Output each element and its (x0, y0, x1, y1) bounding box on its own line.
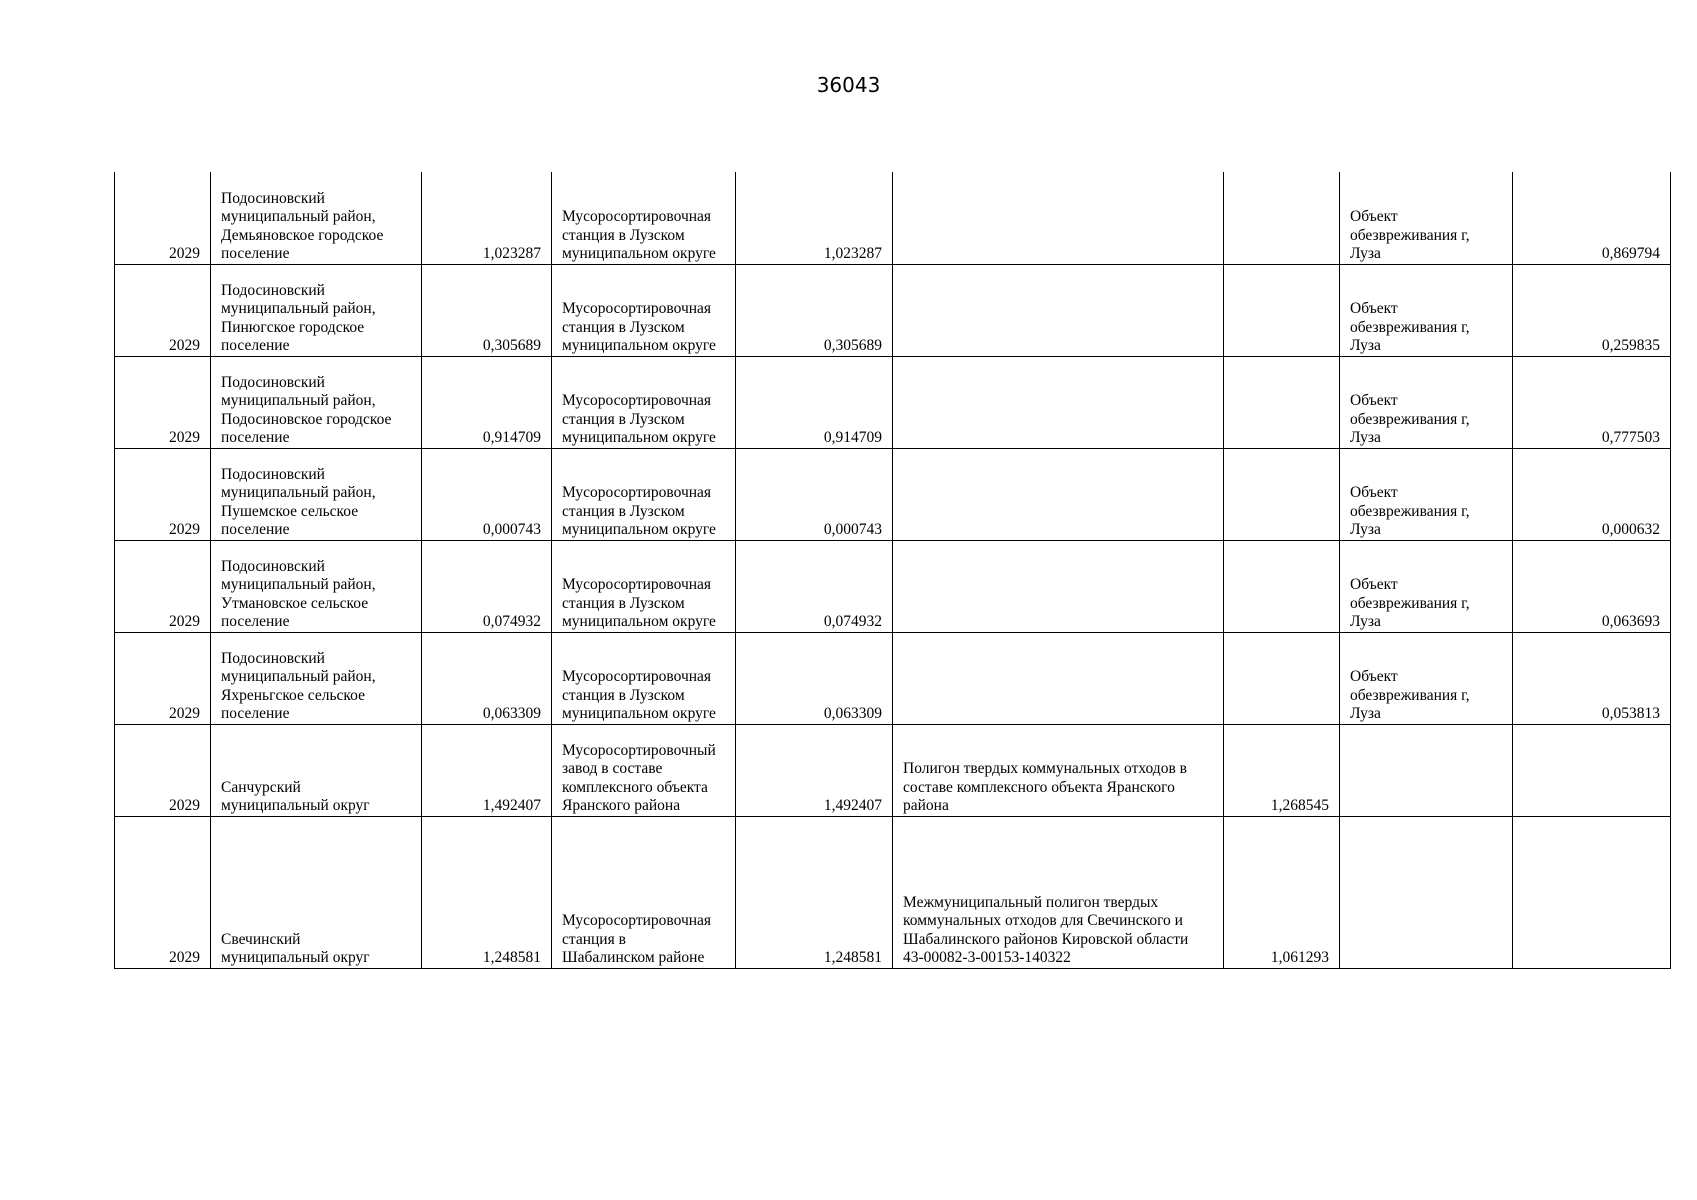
facility-cell: Мусоросортировочная станция в Шабалинском районе (552, 816, 736, 968)
landfill-cell (893, 540, 1224, 632)
volume-cell (1224, 356, 1340, 448)
year-cell: 2029 (115, 816, 211, 968)
table-row (115, 816, 1671, 968)
volume-cell: 0,777503 (1513, 356, 1671, 448)
volume-cell: 1,248581 (736, 816, 893, 968)
neutralization-cell: Объект обезвреживания г, Луза (1340, 632, 1513, 724)
volume-cell (1224, 632, 1340, 724)
volume-cell: 1,023287 (422, 172, 552, 264)
volume-cell: 0,305689 (422, 264, 552, 356)
volume-cell: 1,492407 (422, 724, 552, 816)
volume-cell: 0,305689 (736, 264, 893, 356)
municipality-cell: Свечинский муниципальный округ (211, 816, 422, 968)
table-row (115, 448, 1671, 540)
landfill-cell (893, 264, 1224, 356)
volume-cell: 0,074932 (422, 540, 552, 632)
municipality-cell: Санчурский муниципальный округ (211, 724, 422, 816)
municipality-cell: Подосиновский муниципальный район, Подосиновское городское поселение (211, 356, 422, 448)
volume-cell: 1,248581 (422, 816, 552, 968)
municipality-cell: Подосиновский муниципальный район, Пинюгское городское поселение (211, 264, 422, 356)
year-cell: 2029 (115, 264, 211, 356)
volume-cell: 0,053813 (1513, 632, 1671, 724)
neutralization-cell: Объект обезвреживания г, Луза (1340, 540, 1513, 632)
volume-cell (1224, 172, 1340, 264)
neutralization-cell (1340, 724, 1513, 816)
volume-cell: 1,023287 (736, 172, 893, 264)
volume-cell: 0,074932 (736, 540, 893, 632)
volume-cell: 0,914709 (736, 356, 893, 448)
year-cell: 2029 (115, 172, 211, 264)
landfill-cell: Полигон твердых коммунальных отходов в составе комплексного объекта Яранского района (893, 724, 1224, 816)
facility-cell: Мусоросортировочный завод в составе комплексного объекта Яранского района (552, 724, 736, 816)
facility-cell: Мусоросортировочная станция в Лузском муниципальном округе (552, 356, 736, 448)
neutralization-cell: Объект обезвреживания г, Луза (1340, 356, 1513, 448)
facility-cell: Мусоросортировочная станция в Лузском муниципальном округе (552, 448, 736, 540)
neutralization-cell: Объект обезвреживания г, Луза (1340, 172, 1513, 264)
volume-cell (1224, 264, 1340, 356)
table-row (115, 264, 1671, 356)
volume-cell (1224, 448, 1340, 540)
volume-cell: 0,914709 (422, 356, 552, 448)
volume-cell: 0,000632 (1513, 448, 1671, 540)
year-cell: 2029 (115, 540, 211, 632)
volume-cell: 0,000743 (736, 448, 893, 540)
volume-cell: 1,492407 (736, 724, 893, 816)
neutralization-cell (1340, 816, 1513, 968)
facility-cell: Мусоросортировочная станция в Лузском муниципальном округе (552, 540, 736, 632)
year-cell: 2029 (115, 356, 211, 448)
volume-cell: 0,869794 (1513, 172, 1671, 264)
year-cell: 2029 (115, 448, 211, 540)
table-row (115, 632, 1671, 724)
volume-cell: 0,000743 (422, 448, 552, 540)
facility-cell: Мусоросортировочная станция в Лузском муниципальном округе (552, 264, 736, 356)
facility-cell: Мусоросортировочная станция в Лузском муниципальном округе (552, 172, 736, 264)
table-row (115, 356, 1671, 448)
municipality-cell: Подосиновский муниципальный район, Демьяновское городское поселение (211, 172, 422, 264)
landfill-cell (893, 448, 1224, 540)
landfill-cell (893, 356, 1224, 448)
landfill-cell: Межмуниципальный полигон твердых коммунальных отходов для Свечинского и Шабалинского районов Кировской области 43-00082-3-00153-140322 (893, 816, 1224, 968)
volume-cell: 0,259835 (1513, 264, 1671, 356)
volume-cell (1513, 724, 1671, 816)
table-row (115, 724, 1671, 816)
page-number: 36043 (816, 73, 881, 97)
facility-cell: Мусоросортировочная станция в Лузском муниципальном округе (552, 632, 736, 724)
table-row (115, 172, 1671, 264)
volume-cell (1513, 816, 1671, 968)
municipality-cell: Подосиновский муниципальный район, Пушемское сельское поселение (211, 448, 422, 540)
volume-cell: 0,063309 (736, 632, 893, 724)
neutralization-cell: Объект обезвреживания г, Луза (1340, 448, 1513, 540)
neutralization-cell: Объект обезвреживания г, Луза (1340, 264, 1513, 356)
year-cell: 2029 (115, 632, 211, 724)
volume-cell: 1,061293 (1224, 816, 1340, 968)
table-row (115, 540, 1671, 632)
year-cell: 2029 (115, 724, 211, 816)
municipality-cell: Подосиновский муниципальный район, Яхреньгское сельское поселение (211, 632, 422, 724)
municipality-cell: Подосиновский муниципальный район, Утмановское сельское поселение (211, 540, 422, 632)
waste-flow-table (114, 172, 1671, 969)
volume-cell: 1,268545 (1224, 724, 1340, 816)
volume-cell (1224, 540, 1340, 632)
landfill-cell (893, 172, 1224, 264)
volume-cell: 0,063309 (422, 632, 552, 724)
volume-cell: 0,063693 (1513, 540, 1671, 632)
landfill-cell (893, 632, 1224, 724)
